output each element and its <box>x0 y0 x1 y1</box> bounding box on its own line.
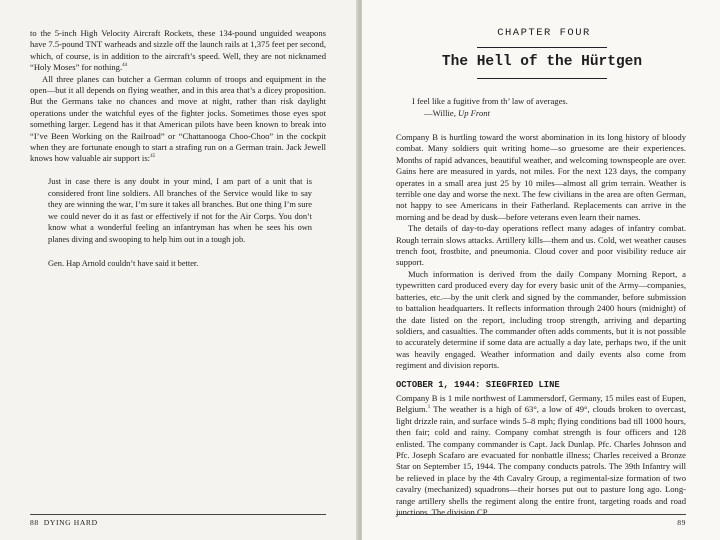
left-page <box>0 0 358 540</box>
chapter-label: CHAPTER FOUR <box>497 27 591 39</box>
footer-rule <box>396 514 686 515</box>
page-number: 89 <box>677 518 686 527</box>
title-rule-bottom <box>477 78 607 79</box>
right-page <box>362 0 720 540</box>
title-rule-top <box>477 47 607 48</box>
footnote-marker: 1 <box>427 405 431 411</box>
chapter-title: The Hell of the Hürtgen <box>441 54 643 70</box>
epigraph-source: —Willie, Up Front <box>424 107 490 118</box>
footnote-marker: 44 <box>122 63 128 69</box>
section-heading: OCTOBER 1, 1944: SIEGFRIED LINE <box>396 379 560 390</box>
block-quote: Just in case there is any doubt in your mind, I am part of a unit that is considered front line soldiers. All branches of the Service would like to say they are winning the war, I’m sure it takes all branches. But one thing I’m sure we could never do it as fast or effectively if not for the Air Corps. You don’t know what a wonderful feeling an infantryman has when he sees his own planes diving and swooping to help him out in a tough job. Gen. Hap Arnold couldn’t have said it better. <box>48 177 312 268</box>
right-paragraph-1: Company B is hurtling toward the worst abomination in its long history of bloody combat. Many soldiers quit writing home—so gruesome are their experiences. Months of rapid advances, beautiful weather, and welcoming townspeople are over. Gains here are measured in yards, not miles. For the next 123 days, the company operates in a small area just 25 by 10 miles—almost all grim terrain. Weather is terrible one day and worse the next. The few civilians in the area are often German, not happy to see Americans in their Fatherland. Replacements can arrive in the morning and be dead by dusk—before veterans even learn their names. <box>396 132 686 222</box>
right-paragraph-3: Much information is derived from the daily Company Morning Report, a typewritten card produced every day for every basic unit of the Army—companies, batteries, etc.—by the unit clerk and signed by the commander, before submission to battalion headquarters. It reflects information through 2400 hours (midnight) of the date listed on the report, including troop strength, arriving and departing soldiers, and casualties. The commander often adds comments, but it is not possible to accurately determine if some data are actually a day late, perhaps two, if the unit was heavily engaged. Weather information and daily events also come from regiment and division reports. <box>396 268 686 371</box>
left-body-text <box>30 28 326 165</box>
left-footer <box>30 518 98 527</box>
footnote-marker: 45 <box>150 154 156 160</box>
right-body-text <box>396 132 686 518</box>
running-head: DYING HARD <box>43 518 98 527</box>
right-paragraph-4: Company B is 1 mile northwest of Lammersdorf, Germany, 15 miles east of Eupen, Belgium.$^1$ The weather is a high of 63°, a low of 49°, clouds broken to overcast, light drizzle rain, and surface winds 5–8 mph; flying conditions bad till 1000 hours, then fair; cold and rainy. Company combat strength is four officers and 128 enlisted. The company commander is Capt. Jack Dunlap. Pfc. Charles Johnson and Pfc. Joseph Scafaro are evacuated for nonbattle illness; Charles received a Bronze Star on September 15, 1944. The company conducts patrols. The 39th Infantry will be relieved in place by the 4th Cavalry Group, a regimental-size formation of two cavalry (mechanized) squadrons—their horses put out to pasture long ago. Long-range artillery shells the regiment along the entire front, targeting roads and road junctions. The division CP <box>396 392 686 517</box>
left-paragraph-1: to the 5-inch High Velocity Aircraft Rockets, these 134-pound unguided weapons have 7.5-pound TNT warheads and sizzle off the launch rails at 1,375 feet per second, which, of course, is in addition to the aircraft’s speed. Well, they are not nicknamed “Holy Moses” for nothing.$^{44}$ <box>30 28 326 73</box>
epigraph <box>412 96 672 119</box>
epigraph-text: I feel like a fugitive from th’ law of averages. <box>412 96 568 106</box>
footer-rule <box>30 514 326 515</box>
block-quote-closing: Gen. Hap Arnold couldn’t have said it better. <box>48 258 199 268</box>
page-number: 88 <box>30 518 39 527</box>
right-paragraph-2: The details of day-to-day operations reflect many adages of infantry combat. Rough terrain slows attacks. Artillery kills—them and us. Cold, wet weather causes trench foot, frostbite, and pneumonia. Cloud cover and poor visibility reduce air support. <box>396 223 686 268</box>
left-paragraph-2: All three planes can butcher a German column of troops and equipment in the open—but it all depends on flying weather, and in this area that’s a dicey proposition. But the Germans take no chances and move at night, rather than risk daylight operations under the watchful eyes of the fighter jocks. Sometimes those eyes spot something larger. Legend has it that American pilots have been known to break into “I’ve Been Working on the Railroad” or “Chattanooga Choo-Choo” in the cockpit when they are fortunate enough to start a strafing run on a German train. Jack Jewell knows how valuable air support is:$^{45}$ <box>30 73 326 164</box>
